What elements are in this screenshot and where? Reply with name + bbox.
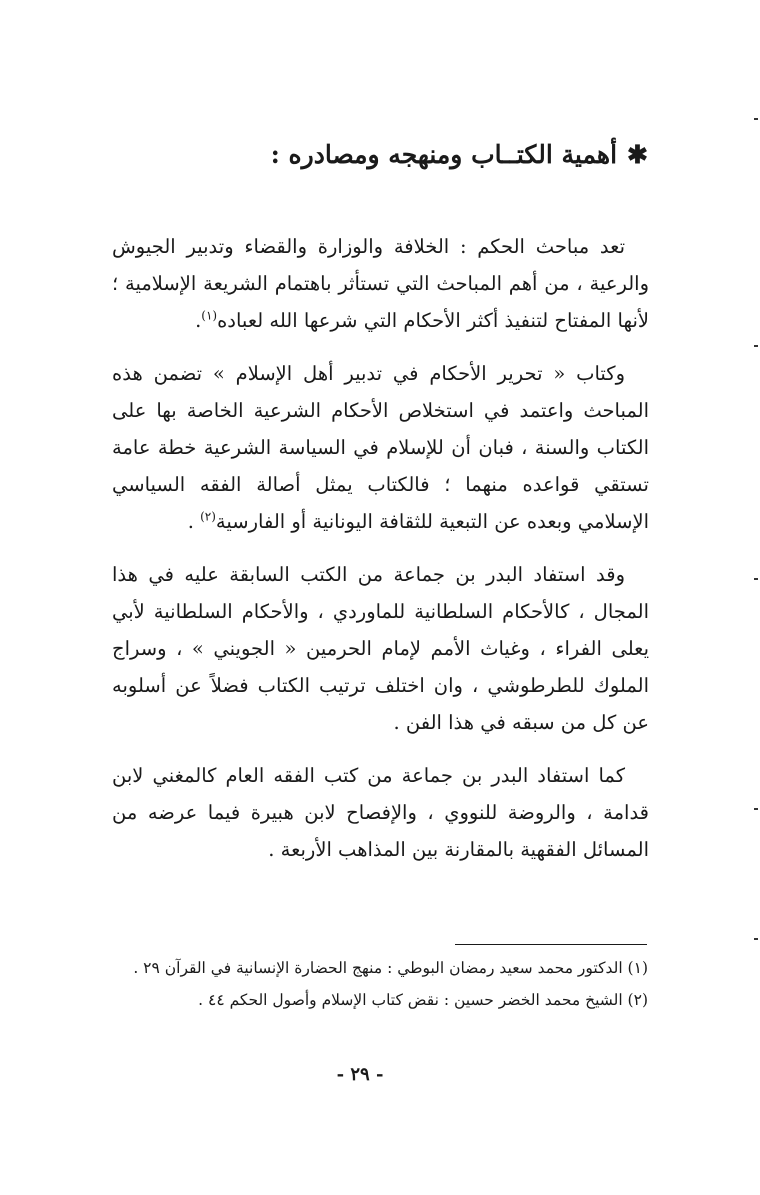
footnote-ref-2: (٢) <box>200 509 216 524</box>
paragraph-4-text: كما استفاد البدر بن جماعة من كتب الفقه العام كالمغني لابن قدامة ، والروضة للنووي ، والإفصاح لابن هبيرة فيما عرضه من المسائل الفقهية بالمقارنة بين المذاهب الأربعة . <box>112 764 649 861</box>
scan-edge-mark <box>754 808 758 810</box>
section-heading-text: أهمية الكتــاب ومنهجه ومصادره : <box>270 140 618 169</box>
page-number: - ٢٩ - <box>336 1064 384 1085</box>
footnote-2: (٢) الشيخ محمد الخضر حسين : نقض كتاب الإسلام وأصول الحكم ٤٤ . <box>198 991 648 1009</box>
paragraph-1-end: . <box>195 309 202 332</box>
scan-edge-mark <box>754 345 758 347</box>
scan-edge-mark <box>754 938 758 940</box>
footnote-1: (١) الدكتور محمد سعيد رمضان البوطي : منهج الحضارة الإنسانية في القرآن ٢٩ . <box>133 959 648 977</box>
scan-edge-mark <box>754 118 758 120</box>
asterisk-icon: ✱ <box>627 140 648 169</box>
footnote-ref-1: (١) <box>201 308 218 323</box>
section-heading <box>88 140 648 169</box>
paragraph-3-text: وقد استفاد البدر بن جماعة من الكتب السابقة عليه في هذا المجال ، كالأحكام السلطانية للماوردي ، والأحكام السلطانية لأبي يعلى الفراء ، وغياث الأمم لإمام الحرمين « الجويني » ، وسراج الملوك للطرطوشي ، وان اختلف ترتيب الكتاب فضلاً عن أسلوبه عن كل من سبقه في هذا الفن . <box>112 563 649 734</box>
paragraph-1-text: تعد مباحث الحكم : الخلافة والوزارة والقضاء وتدبير الجيوش والرعية ، من أهم المباحث التي تستأثر باهتمام الشريعة الإسلامية ؛ لأنها المفتاح لتنفيذ أكثر الأحكام التي شرعها الله لعباده <box>112 235 649 332</box>
paragraph-1 <box>112 228 649 339</box>
paragraph-2 <box>112 355 649 540</box>
body-text <box>112 228 649 884</box>
scan-edge-mark <box>754 578 758 580</box>
paragraph-4 <box>112 757 649 868</box>
footnote-divider <box>455 944 647 945</box>
paragraph-2-end: . <box>187 510 201 533</box>
footnotes <box>108 952 648 1016</box>
paragraph-2-text: وكتاب « تحرير الأحكام في تدبير أهل الإسلام » تضمن هذه المباحث واعتمد في استخلاص الأحكام الشرعية الخاصة بها على الكتاب والسنة ، فبان أن للإسلام في السياسة الشرعية خطة عامة تستقي قواعده منهما ؛ فالكتاب يمثل أصالة الفقه السياسي الإسلامي وبعده عن التبعية للثقافة اليونانية أو الفارسية <box>112 362 649 533</box>
paragraph-3 <box>112 556 649 741</box>
